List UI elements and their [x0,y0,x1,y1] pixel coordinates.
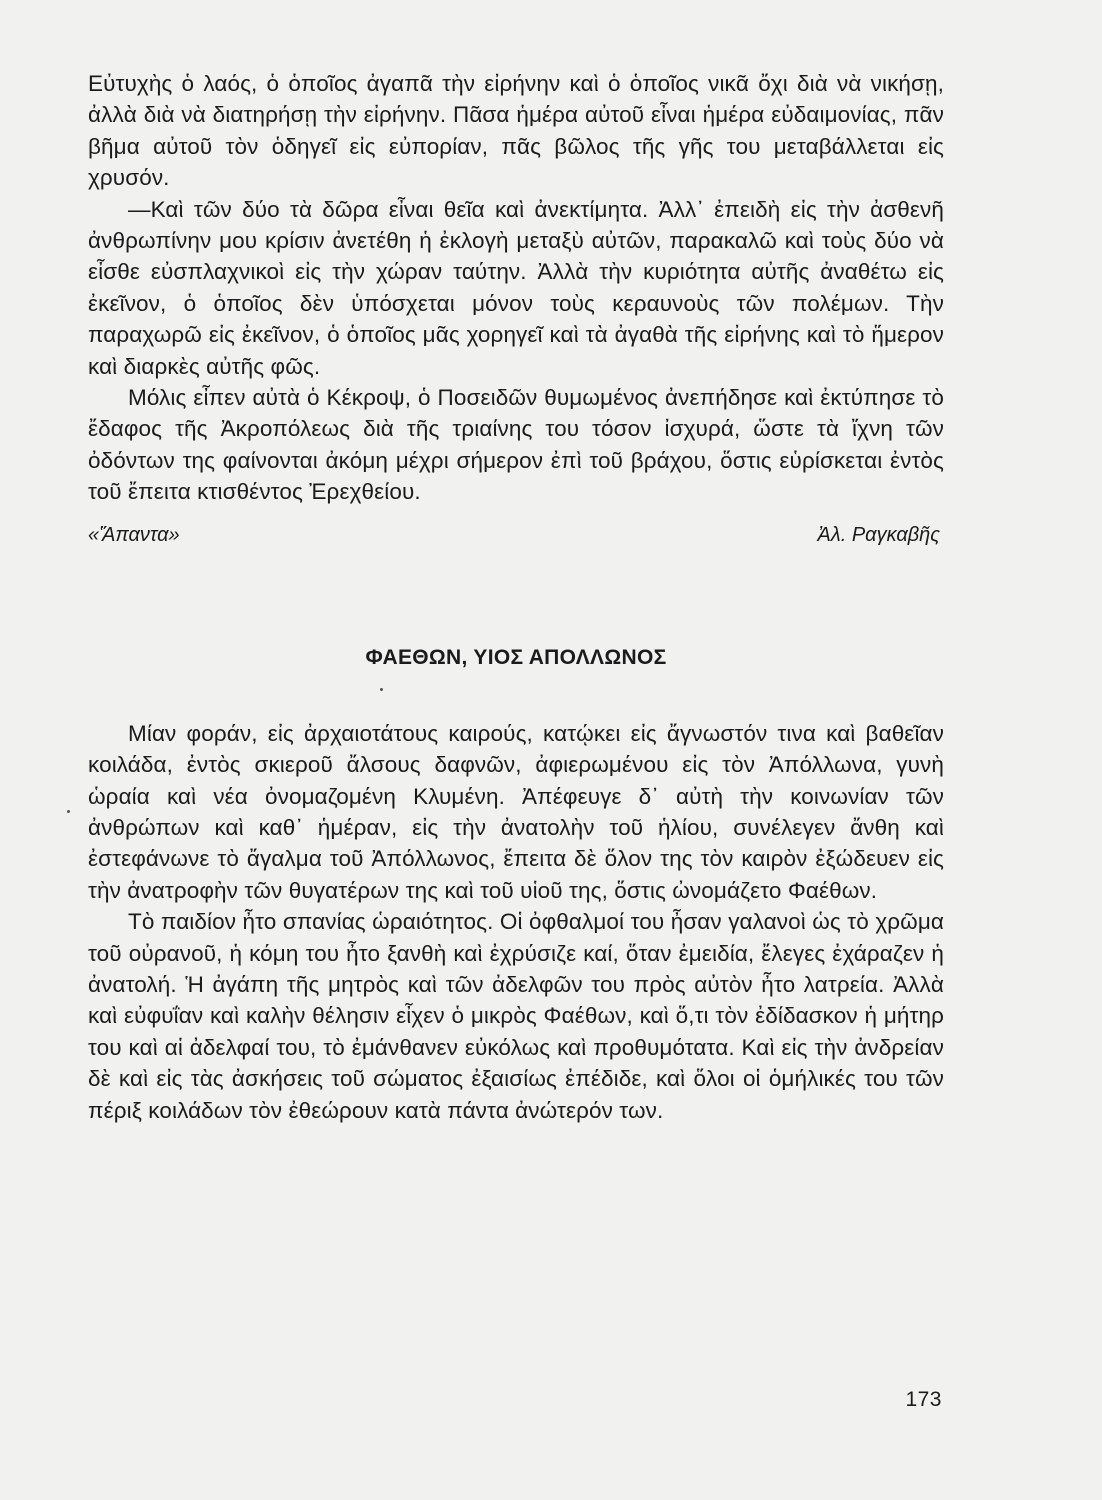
book-page [88,68,944,1126]
paragraph-phaethon: Τὸ παιδίον ἦτο σπανίας ὡραιότητος. Οἱ ὀφθαλμοί του ἦσαν γαλανοὶ ὡς τὸ χρῶμα τοῦ οὐρανοῦ, ἡ κόμη του ἦτο ξανθὴ καὶ ἐχρύσιζε καί, ὅταν ἐμειδία, ἔλεγες ἐχάραζεν ἡ ἀνατολή. Ἡ ἀγάπη τῆς μητρὸς καὶ τῶν ἀδελφῶν του πρὸς αὐτὸν ἦτο λατρεία. Ἀλλὰ καὶ εὐφυΐαν καὶ καλὴν θέλησιν εἶχεν ὁ μικρὸς Φαέθων, καὶ ὅ,τι τὸν ἐδίδασκον ἡ μήτηρ του καὶ αἱ ἀδελφαί του, τὸ ἐμάνθανεν εὐκόλως καὶ προθυμότατα. Καὶ εἰς τὴν ἀνδρείαν δὲ καὶ εἰς τὰς ἀσκήσεις τοῦ σώματος ἐξαισίως ἐπέδιδε, καὶ ὅλοι οἱ ὁμήλικές του τῶν πέριξ κοιλάδων τὸν ἐθεώρουν κατὰ πάντα ἀνώτερόν των. [88,909,944,1123]
paragraph-gifts: —Καὶ τῶν δύο τὰ δῶρα εἶναι θεῖα καὶ ἀνεκτίμητα. Ἀλλ᾽ ἐπειδὴ εἰς τὴν ἀσθενῆ ἀνθρωπίνην μου κρίσιν ἀνετέθη ἡ ἐκλογὴ μεταξὺ αὐτῶν, παρακαλῶ καὶ τοὺς δύο νὰ εἶσθε εὐσπλαχνικοὶ εἰς τὴν χώραν ταύτην. Ἀλλὰ τὴν κυριότητα αὐτῆς ἀναθέτω εἰς ἐκεῖνον, ὁ ὁποῖος δὲν ὑπόσχεται μόνον τοὺς κεραυνοὺς τῶν πολέμων. Τὴν παραχωρῶ εἰς ἐκεῖνον, ὁ ὁποῖος μᾶς χορηγεῖ καὶ τὰ ἀγαθὰ τῆς εἰρήνης καὶ τὸ ἥμερον καὶ διαρκὲς αὐτῆς φῶς. [88,196,944,379]
paragraph-klymene: Μίαν φοράν, εἰς ἀρχαιοτάτους καιρούς, κατῴκει εἰς ἄγνωστόν τινα καὶ βαθεῖαν κοιλάδα, ἐντὸς σκιεροῦ ἄλσους δαφνῶν, ἀφιερωμένου εἰς τὸν Ἀπόλλωνα, γυνὴ ὡραία καὶ νέα ὀνομαζομένη Κλυμένη. Ἀπέφευγε δ᾽ αὐτὴ τὴν κοινωνίαν τῶν ἀνθρώπων καὶ καθ᾽ ἡμέραν, εἰς τὴν ἀνατολὴν τοῦ ἡλίου, συνέλεγεν ἄνθη καὶ ἐστεφάνωνε τὸ ἄγαλμα τοῦ Ἀπόλλωνος, ἔπειτα δὲ ὅλον της τὸν καιρὸν ἐξώδευεν εἰς τὴν ἀνατροφὴν τῶν θυγατέρων της καὶ τοῦ υἱοῦ της, ὅστις ὠνομάζετο Φαέθων. [88,720,944,903]
paragraph-peace: Εὐτυχὴς ὁ λαός, ὁ ὁποῖος ἀγαπᾶ τὴν εἰρήνην καὶ ὁ ὁποῖος νικᾶ ὄχι διὰ νὰ νικήσῃ, ἀλλὰ διὰ νὰ διατηρήσῃ τὴν εἰρήνην. Πᾶσα ἡμέρα αὐτοῦ εἶναι ἡμέρα εὐδαιμονίας, πᾶν βῆμα αὐτοῦ τὸν ὁδηγεῖ εἰς εὐπορίαν, πᾶς βῶλος τῆς γῆς του μεταβάλλεται εἰς χρυσόν. [88,71,944,191]
attribution-author: Ἀλ. Ραγκαβῆς [817,523,940,546]
attribution [88,520,944,550]
page-number: 173 [905,1388,942,1411]
paragraph-kekrops: Μόλις εἶπεν αὐτὰ ὁ Κέκροψ, ὁ Ποσειδῶν θυμωμένος ἀνεπήδησε καὶ ἐκτύπησε τὸ ἔδαφος τῆς Ἀκροπόλεως διὰ τῆς τριαίνης του τόσον ἰσχυρά, ὥστε τὰ ἴχνη τῶν ὀδόντων της φαίνονται ἀκόμη μέχρι σήμερον ἐπὶ τοῦ βράχου, ὅστις εὑρίσκεται ἐντὸς τοῦ ἔπειτα κτισθέντος Ἐρεχθείου. [88,385,944,505]
print-speck [67,810,70,813]
section-title: ΦΑΕΘΩΝ, ΥΙΟΣ ΑΠΟΛΛΩΝΟΣ [365,645,667,669]
attribution-source: «Ἅπαντα» [88,523,180,546]
print-speck [380,688,383,691]
